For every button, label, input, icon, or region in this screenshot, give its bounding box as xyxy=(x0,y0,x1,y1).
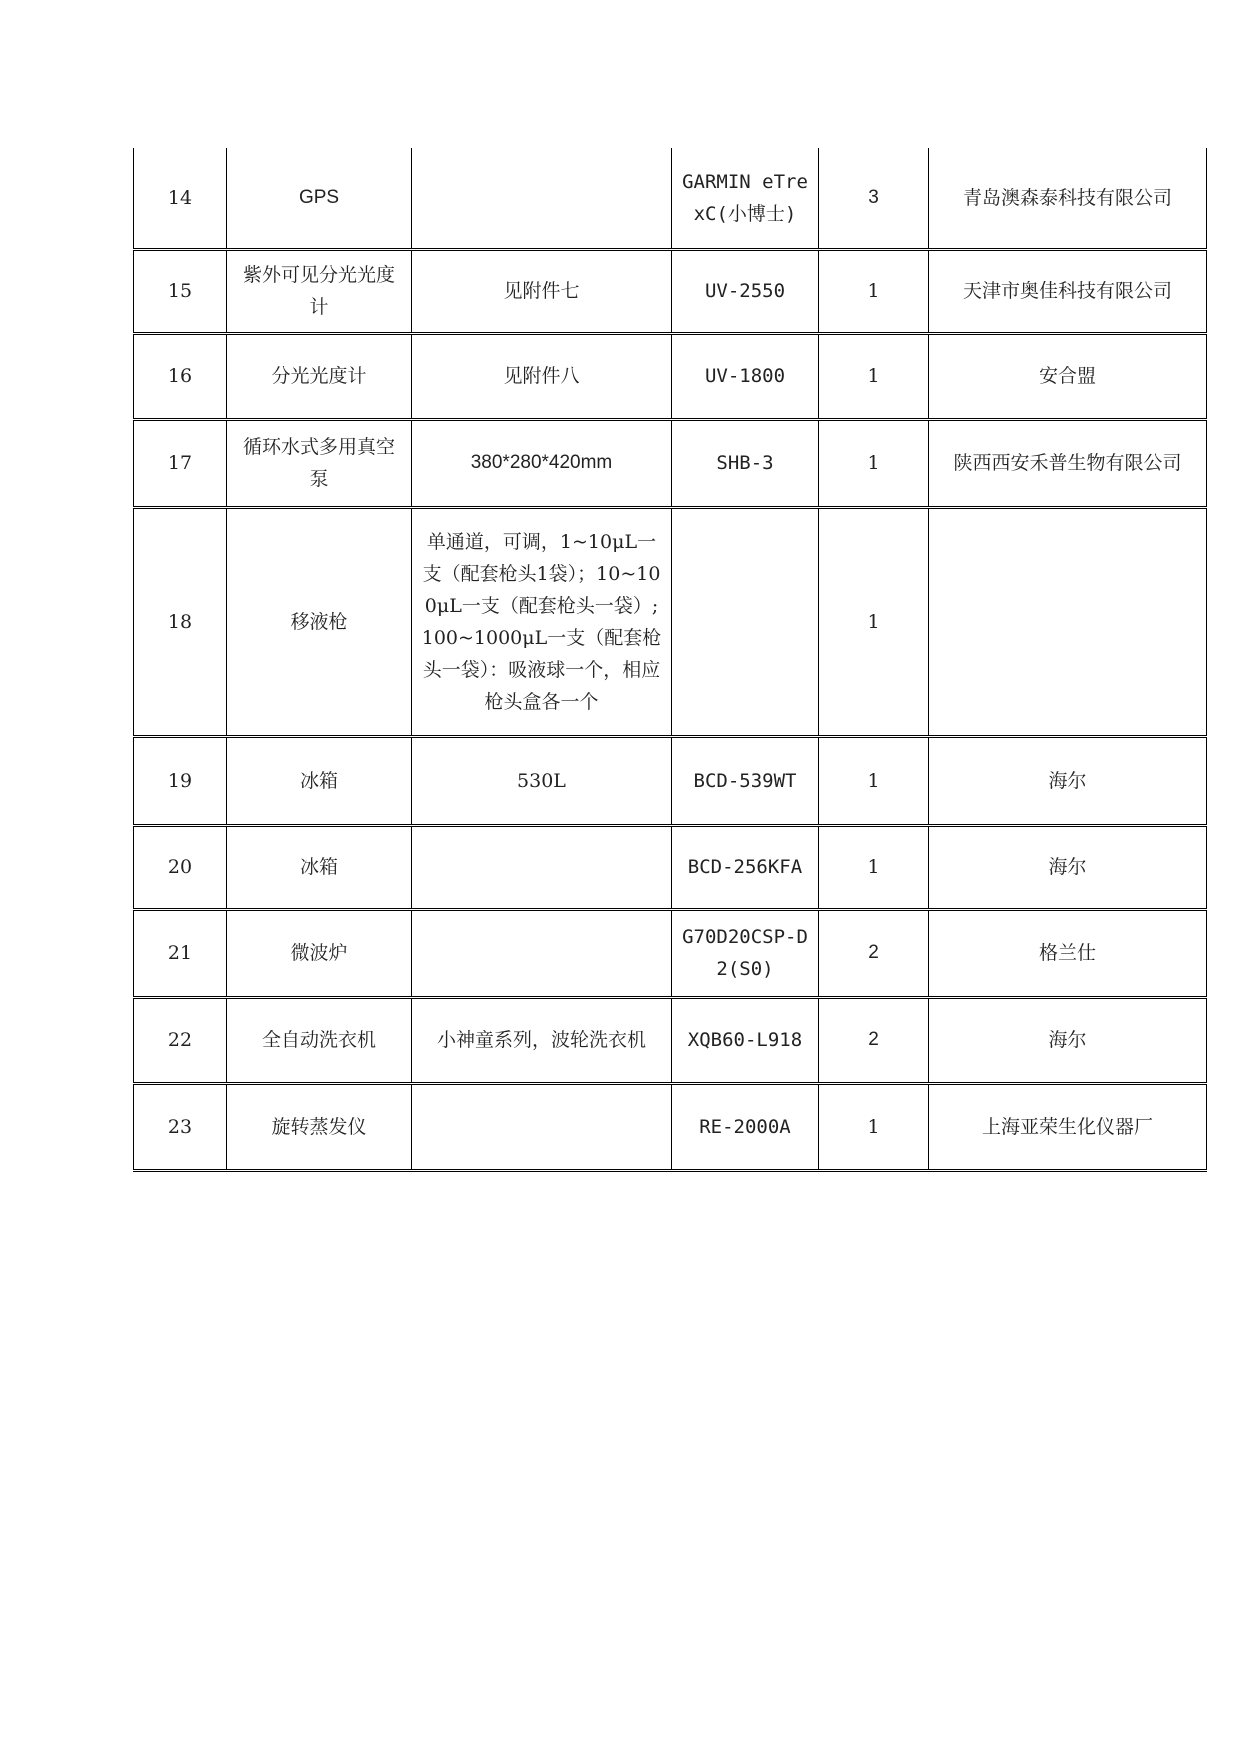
table-row xyxy=(134,909,1207,997)
table-row xyxy=(134,249,1207,333)
item-model: UV-2550 xyxy=(672,249,819,333)
item-name: 紫外可见分光光度计 xyxy=(227,249,412,333)
item-model: BCD-539WT xyxy=(672,736,819,825)
item-manufacturer: 格兰仕 xyxy=(929,909,1207,997)
item-manufacturer: 海尔 xyxy=(929,825,1207,909)
item-spec: 单通道，可调，1~10μL一支（配套枪头1袋）；10~100μL一支（配套枪头一袋）;100~1000μL一支（配套枪头一袋）：吸液球一个，相应枪头盒各一个 xyxy=(412,507,672,736)
table-row xyxy=(134,736,1207,825)
item-manufacturer: 海尔 xyxy=(929,736,1207,825)
table-row xyxy=(134,825,1207,909)
item-quantity: 1 xyxy=(819,507,929,736)
item-number: 20 xyxy=(134,825,227,909)
item-quantity: 2 xyxy=(819,909,929,997)
item-quantity: 2 xyxy=(819,997,929,1083)
table-row xyxy=(134,333,1207,419)
item-manufacturer: 青岛澳森泰科技有限公司 xyxy=(929,148,1207,249)
item-model: SHB-3 xyxy=(672,419,819,507)
item-number: 21 xyxy=(134,909,227,997)
item-spec: 小神童系列，波轮洗衣机 xyxy=(412,997,672,1083)
item-number: 19 xyxy=(134,736,227,825)
item-model: GARMIN eTrexC(小博士) xyxy=(672,148,819,249)
item-name: 微波炉 xyxy=(227,909,412,997)
item-quantity: 3 xyxy=(819,148,929,249)
item-model: BCD-256KFA xyxy=(672,825,819,909)
item-manufacturer: 上海亚荣生化仪器厂 xyxy=(929,1083,1207,1170)
item-quantity: 1 xyxy=(819,825,929,909)
item-spec: 380*280*420mm xyxy=(412,419,672,507)
item-spec: 见附件八 xyxy=(412,333,672,419)
item-quantity: 1 xyxy=(819,736,929,825)
item-manufacturer: 海尔 xyxy=(929,997,1207,1083)
item-number: 22 xyxy=(134,997,227,1083)
equipment-table xyxy=(133,148,1207,1172)
item-number: 16 xyxy=(134,333,227,419)
item-number: 23 xyxy=(134,1083,227,1170)
item-spec xyxy=(412,909,672,997)
item-quantity: 1 xyxy=(819,1083,929,1170)
item-name: 冰箱 xyxy=(227,736,412,825)
item-manufacturer: 安合盟 xyxy=(929,333,1207,419)
item-model xyxy=(672,507,819,736)
item-name: GPS xyxy=(227,148,412,249)
item-model: RE-2000A xyxy=(672,1083,819,1170)
item-spec xyxy=(412,148,672,249)
item-quantity: 1 xyxy=(819,333,929,419)
item-name: 旋转蒸发仪 xyxy=(227,1083,412,1170)
item-manufacturer: 陕西西安禾普生物有限公司 xyxy=(929,419,1207,507)
item-model: XQB60-L918 xyxy=(672,997,819,1083)
item-number: 17 xyxy=(134,419,227,507)
table-row xyxy=(134,148,1207,249)
item-name: 分光光度计 xyxy=(227,333,412,419)
item-number: 18 xyxy=(134,507,227,736)
table-row xyxy=(134,1083,1207,1170)
item-name: 循环水式多用真空泵 xyxy=(227,419,412,507)
item-spec: 530L xyxy=(412,736,672,825)
item-name: 冰箱 xyxy=(227,825,412,909)
table-row xyxy=(134,419,1207,507)
item-model: G70D20CSP-D2(S0) xyxy=(672,909,819,997)
item-manufacturer xyxy=(929,507,1207,736)
item-name: 全自动洗衣机 xyxy=(227,997,412,1083)
item-number: 14 xyxy=(134,148,227,249)
item-spec xyxy=(412,825,672,909)
item-name: 移液枪 xyxy=(227,507,412,736)
item-quantity: 1 xyxy=(819,419,929,507)
item-number: 15 xyxy=(134,249,227,333)
table-row xyxy=(134,507,1207,736)
item-spec: 见附件七 xyxy=(412,249,672,333)
item-quantity: 1 xyxy=(819,249,929,333)
table-row xyxy=(134,997,1207,1083)
item-spec xyxy=(412,1083,672,1170)
item-model: UV-1800 xyxy=(672,333,819,419)
item-manufacturer: 天津市奥佳科技有限公司 xyxy=(929,249,1207,333)
